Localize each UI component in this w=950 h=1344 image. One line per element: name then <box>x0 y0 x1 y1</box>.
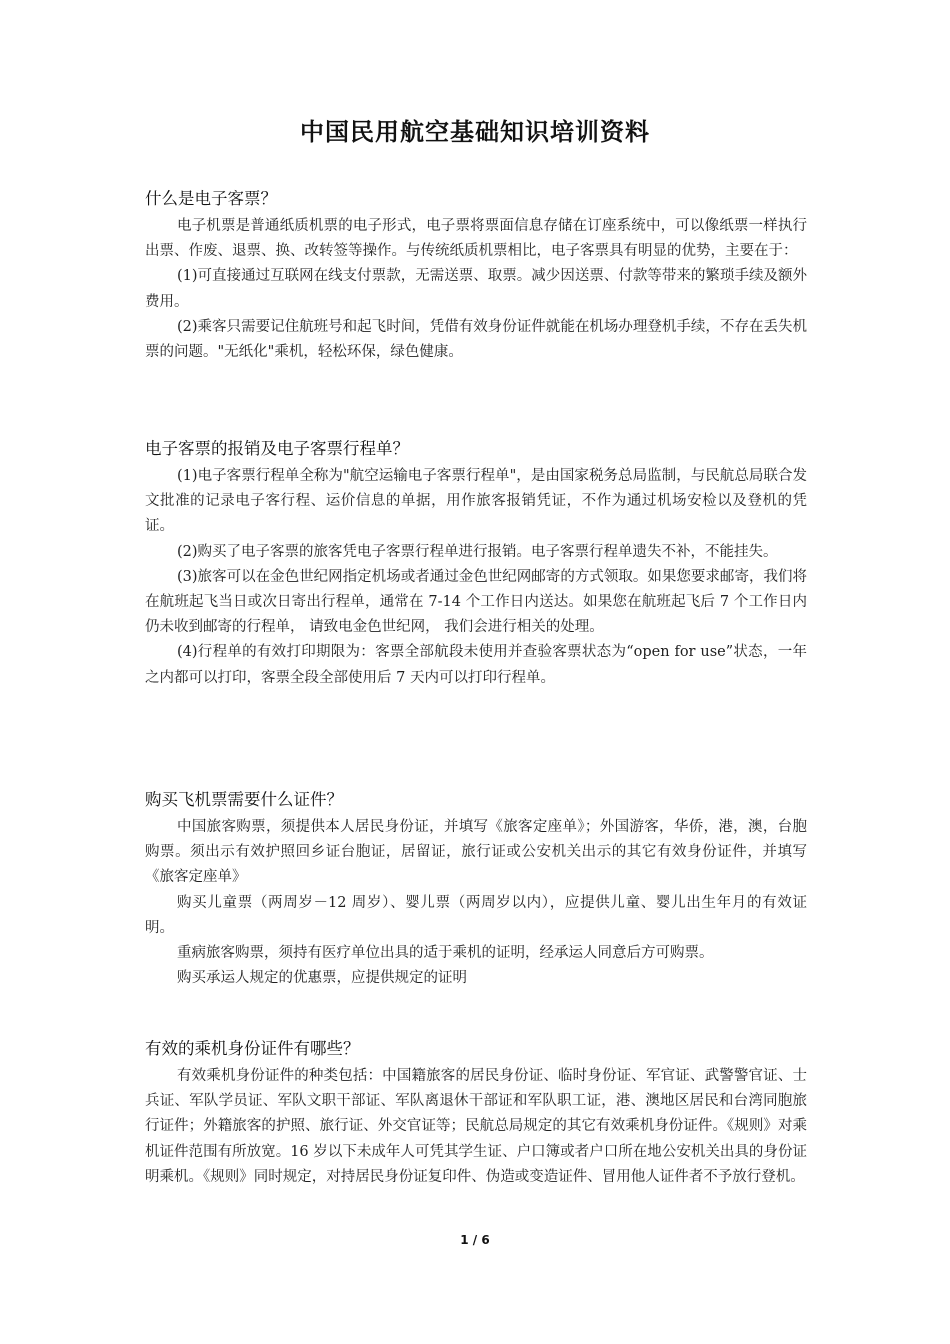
paragraph: (4)行程单的有效打印期限为：客票全部航段未使用并查验客票状态为“open for use”状态，一年之内都可以打印，客票全段全部使用后 7 天内可以打印行程单。 <box>145 644 807 686</box>
section-heading: 有效的乘机身份证件有哪些？ <box>145 1039 360 1058</box>
document-title: 中国民用航空基础知识培训资料 <box>300 118 650 146</box>
paragraph: (3)旅客可以在金色世纪网指定机场或者通过金色世纪网邮寄的方式领取。如果您要求邮寄，我们将在航班起飞当日或次日寄出行程单，通常在 7-14 个工作日内送达。如果您在航班起飞后 7 个工作日内仍未收到邮寄的行程单， 请致电金色世纪网， 我们会进行相关的处理。 <box>145 568 807 636</box>
paragraph: 有效乘机身份证件的种类包括：中国籍旅客的居民身份证、临时身份证、军官证、武警警官证、士兵证、军队学员证、军队文职干部证、军队离退休干部证和军队职工证，港、澳地区居民和台湾同胞旅行证件；外籍旅客的护照、旅行证、外交官证等；民航总局规定的其它有效乘机身份证件。《规则》对乘机证件范围有所放宽。16 岁以下未成年人可凭其学生证、户口簿或者户口所在地公安机关出具的身份证明乘机。《规则》同时规定，对持居民身份证复印件、伪造或变造证件、冒用他人证件者不予放行登机。 <box>145 1068 807 1185</box>
section-heading: 购买飞机票需要什么证件？ <box>145 790 343 809</box>
paragraph: 购买承运人规定的优惠票，应提供规定的证明 <box>177 970 467 987</box>
section-valid-id <box>145 1036 807 1190</box>
paragraph: 重病旅客购票，须持有医疗单位出具的适于乘机的证明，经承运人同意后方可购票。 <box>177 945 714 962</box>
paragraph: 购买儿童票（两周岁－12 周岁）、婴儿票（两周岁以内），应提供儿童、婴儿出生年月的有效证明。 <box>145 894 807 936</box>
section-purchase-documents <box>145 787 807 991</box>
paragraph: (1)可直接通过互联网在线支付票款，无需送票、取票。减少因送票、付款等带来的繁琐手续及额外费用。 <box>145 268 807 310</box>
section-heading: 什么是电子客票？ <box>145 189 277 208</box>
section-itinerary <box>145 436 807 691</box>
paragraph: (1)电子客票行程单全称为"航空运输电子客票行程单"，是由国家税务总局监制，与民航总局联合发文批准的记录电子客行程、运价信息的单据，用作旅客报销凭证，不作为通过机场安检以及登机的凭证。 <box>145 468 807 535</box>
paragraph: 中国旅客购票，须提供本人居民身份证，并填写《旅客定座单》；外国游客，华侨，港，澳，台胞购票。须出示有效护照回乡证台胞证，居留证，旅行证或公安机关出示的其它有效身份证件，并填写《旅客定座单》 <box>145 819 807 886</box>
paragraph: 电子机票是普通纸质机票的电子形式，电子票将票面信息存储在订座系统中，可以像纸票一样执行出票、作废、退票、换、改转签等操作。与传统纸质机票相比，电子客票具有明显的优势，主要在于： <box>145 218 807 260</box>
section-e-ticket <box>145 186 807 365</box>
paragraph: (2)购买了电子客票的旅客凭电子客票行程单进行报销。电子客票行程单遗失不补，不能挂失。 <box>177 543 778 560</box>
page-number: 1 / 6 <box>460 1233 490 1247</box>
section-heading: 电子客票的报销及电子客票行程单？ <box>145 439 409 458</box>
paragraph: (2)乘客只需要记住航班号和起飞时间，凭借有效身份证件就能在机场办理登机手续，不存在丢失机票的问题。"无纸化"乘机，轻松环保，绿色健康。 <box>145 318 807 361</box>
